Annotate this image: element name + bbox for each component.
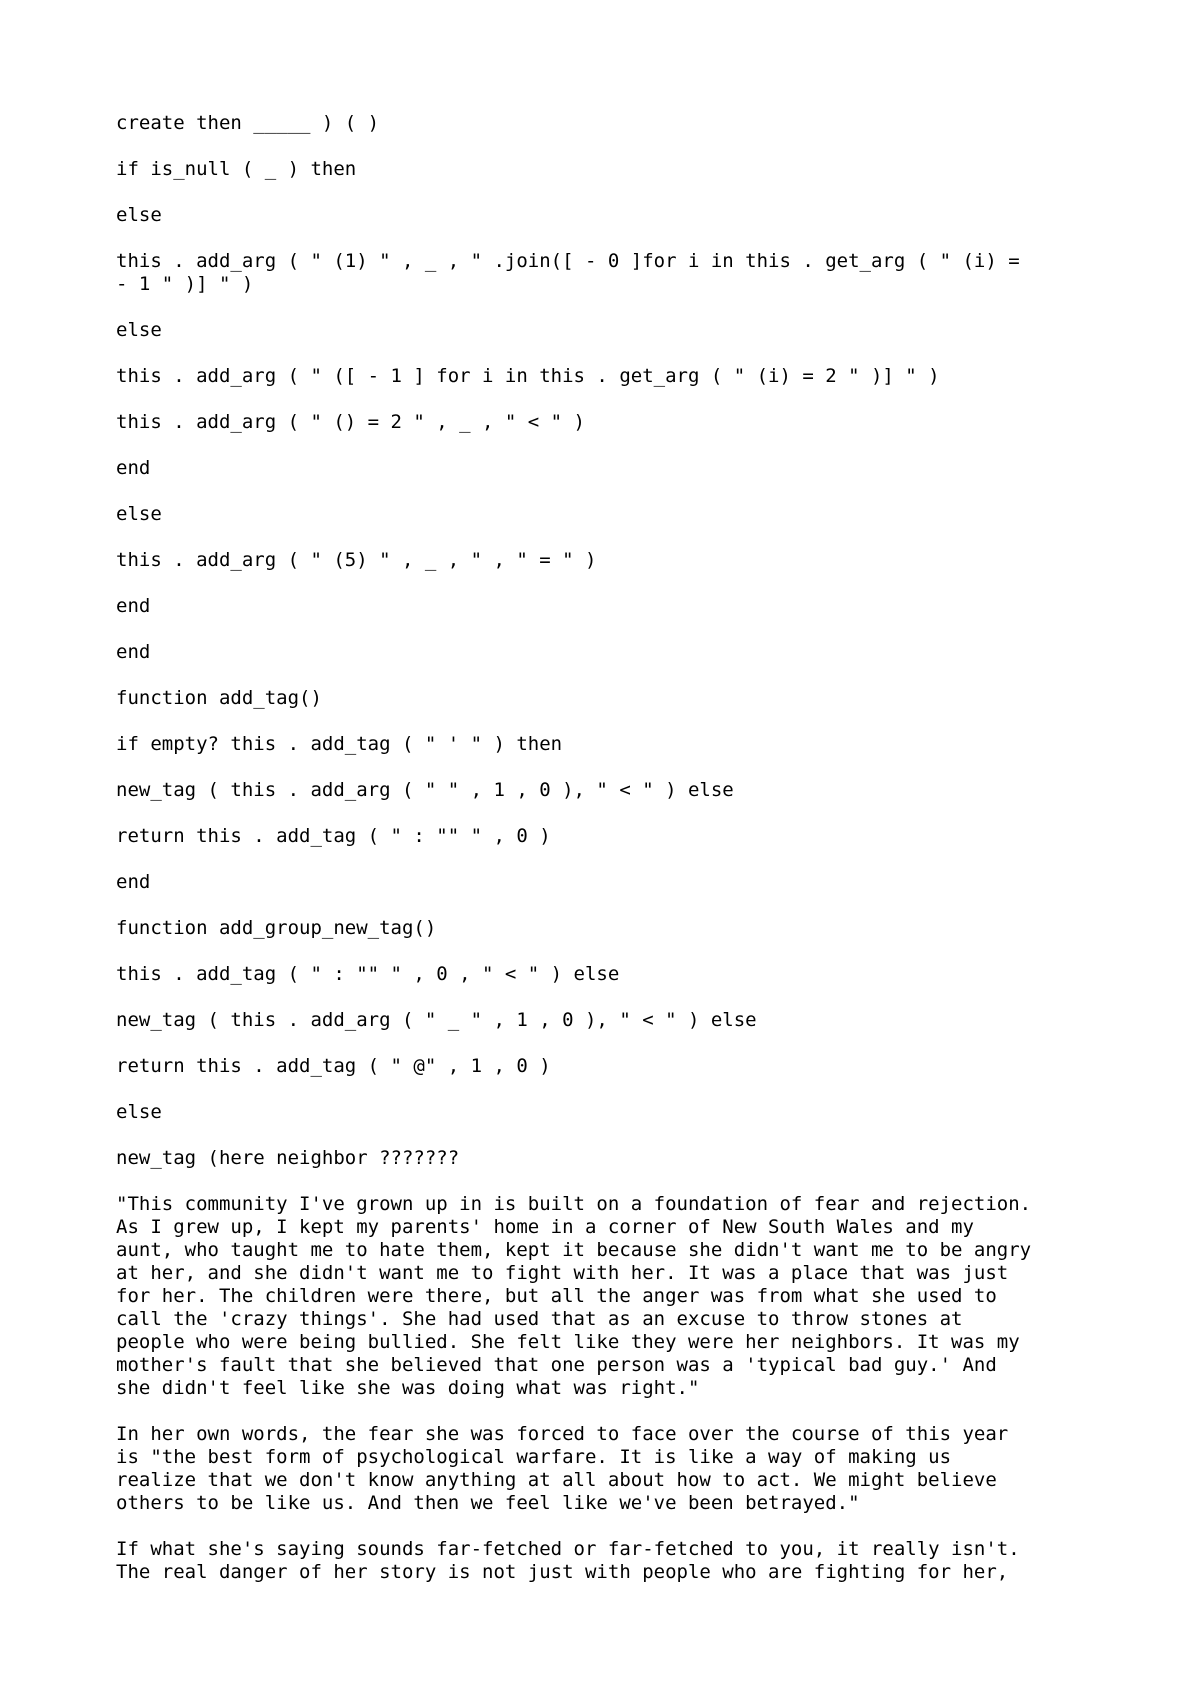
code-line: create then _____ ) ( ) <box>116 112 380 134</box>
code-line: end <box>116 595 151 617</box>
document-page <box>116 112 1116 1607</box>
code-line: else <box>116 503 162 525</box>
code-line: else <box>116 319 162 341</box>
body-paragraph: If what she's saying sounds far-fetched or far-fetched to you, it really isn't. The real danger of her story is not just with people who are fighting for her, <box>116 1538 1020 1583</box>
code-line: this . add_arg ( " () = 2 " , _ , " < " ) <box>116 411 585 433</box>
body-paragraph: In her own words, the fear she was forced to face over the course of this year is "the best form of psychological warfare. It is like a way of making us realize that we don't know anything at all about how to act. We might believe others to be like us. And then we feel like we've been betrayed." <box>116 1423 1009 1514</box>
code-line: else <box>116 1101 162 1123</box>
code-line: return this . add_tag ( " : "" " , 0 ) <box>116 825 551 847</box>
code-line: if empty? this . add_tag ( " ' " ) then <box>116 733 563 755</box>
code-line: this . add_arg ( " (1) " , _ , " .join([ - 0 ]for i in this . get_arg ( " (i) = - 1 " )] " ) <box>116 250 1020 295</box>
code-line: new_tag ( this . add_arg ( " _ " , 1 , 0 ), " < " ) else <box>116 1009 757 1031</box>
code-line: this . add_tag ( " : "" " , 0 , " < " ) else <box>116 963 620 985</box>
code-line: new_tag ( this . add_arg ( " " , 1 , 0 ), " < " ) else <box>116 779 734 801</box>
code-line: end <box>116 871 151 893</box>
code-line: else <box>116 204 162 226</box>
code-line: end <box>116 457 151 479</box>
quote-paragraph: "This community I've grown up in is built on a foundation of fear and rejection. As I grew up, I kept my parents' home in a corner of New South Wales and my aunt, who taught me to hate them, kept it because she didn't want me to be angry at her, and she didn't want me to fight with her. It was a place that was just for her. The children were there, but all the anger was from what she used to call the 'crazy things'. She had used that as an excuse to throw stones at people who were being bullied. She felt like they were her neighbors. It was my mother's fault that she believed that one person was a 'typical bad guy.' And she didn't feel like she was doing what was right." <box>116 1193 1032 1399</box>
code-line: new_tag (here neighbor ??????? <box>116 1147 460 1169</box>
code-line: this . add_arg ( " ([ - 1 ] for i in this . get_arg ( " (i) = 2 " )] " ) <box>116 365 940 387</box>
code-line: end <box>116 641 151 663</box>
code-line: function add_tag() <box>116 687 322 709</box>
code-line: this . add_arg ( " (5) " , _ , " , " = " ) <box>116 549 597 571</box>
code-line: return this . add_tag ( " @" , 1 , 0 ) <box>116 1055 551 1077</box>
code-line: if is_null ( _ ) then <box>116 158 357 180</box>
code-line: function add_group_new_tag() <box>116 917 437 939</box>
